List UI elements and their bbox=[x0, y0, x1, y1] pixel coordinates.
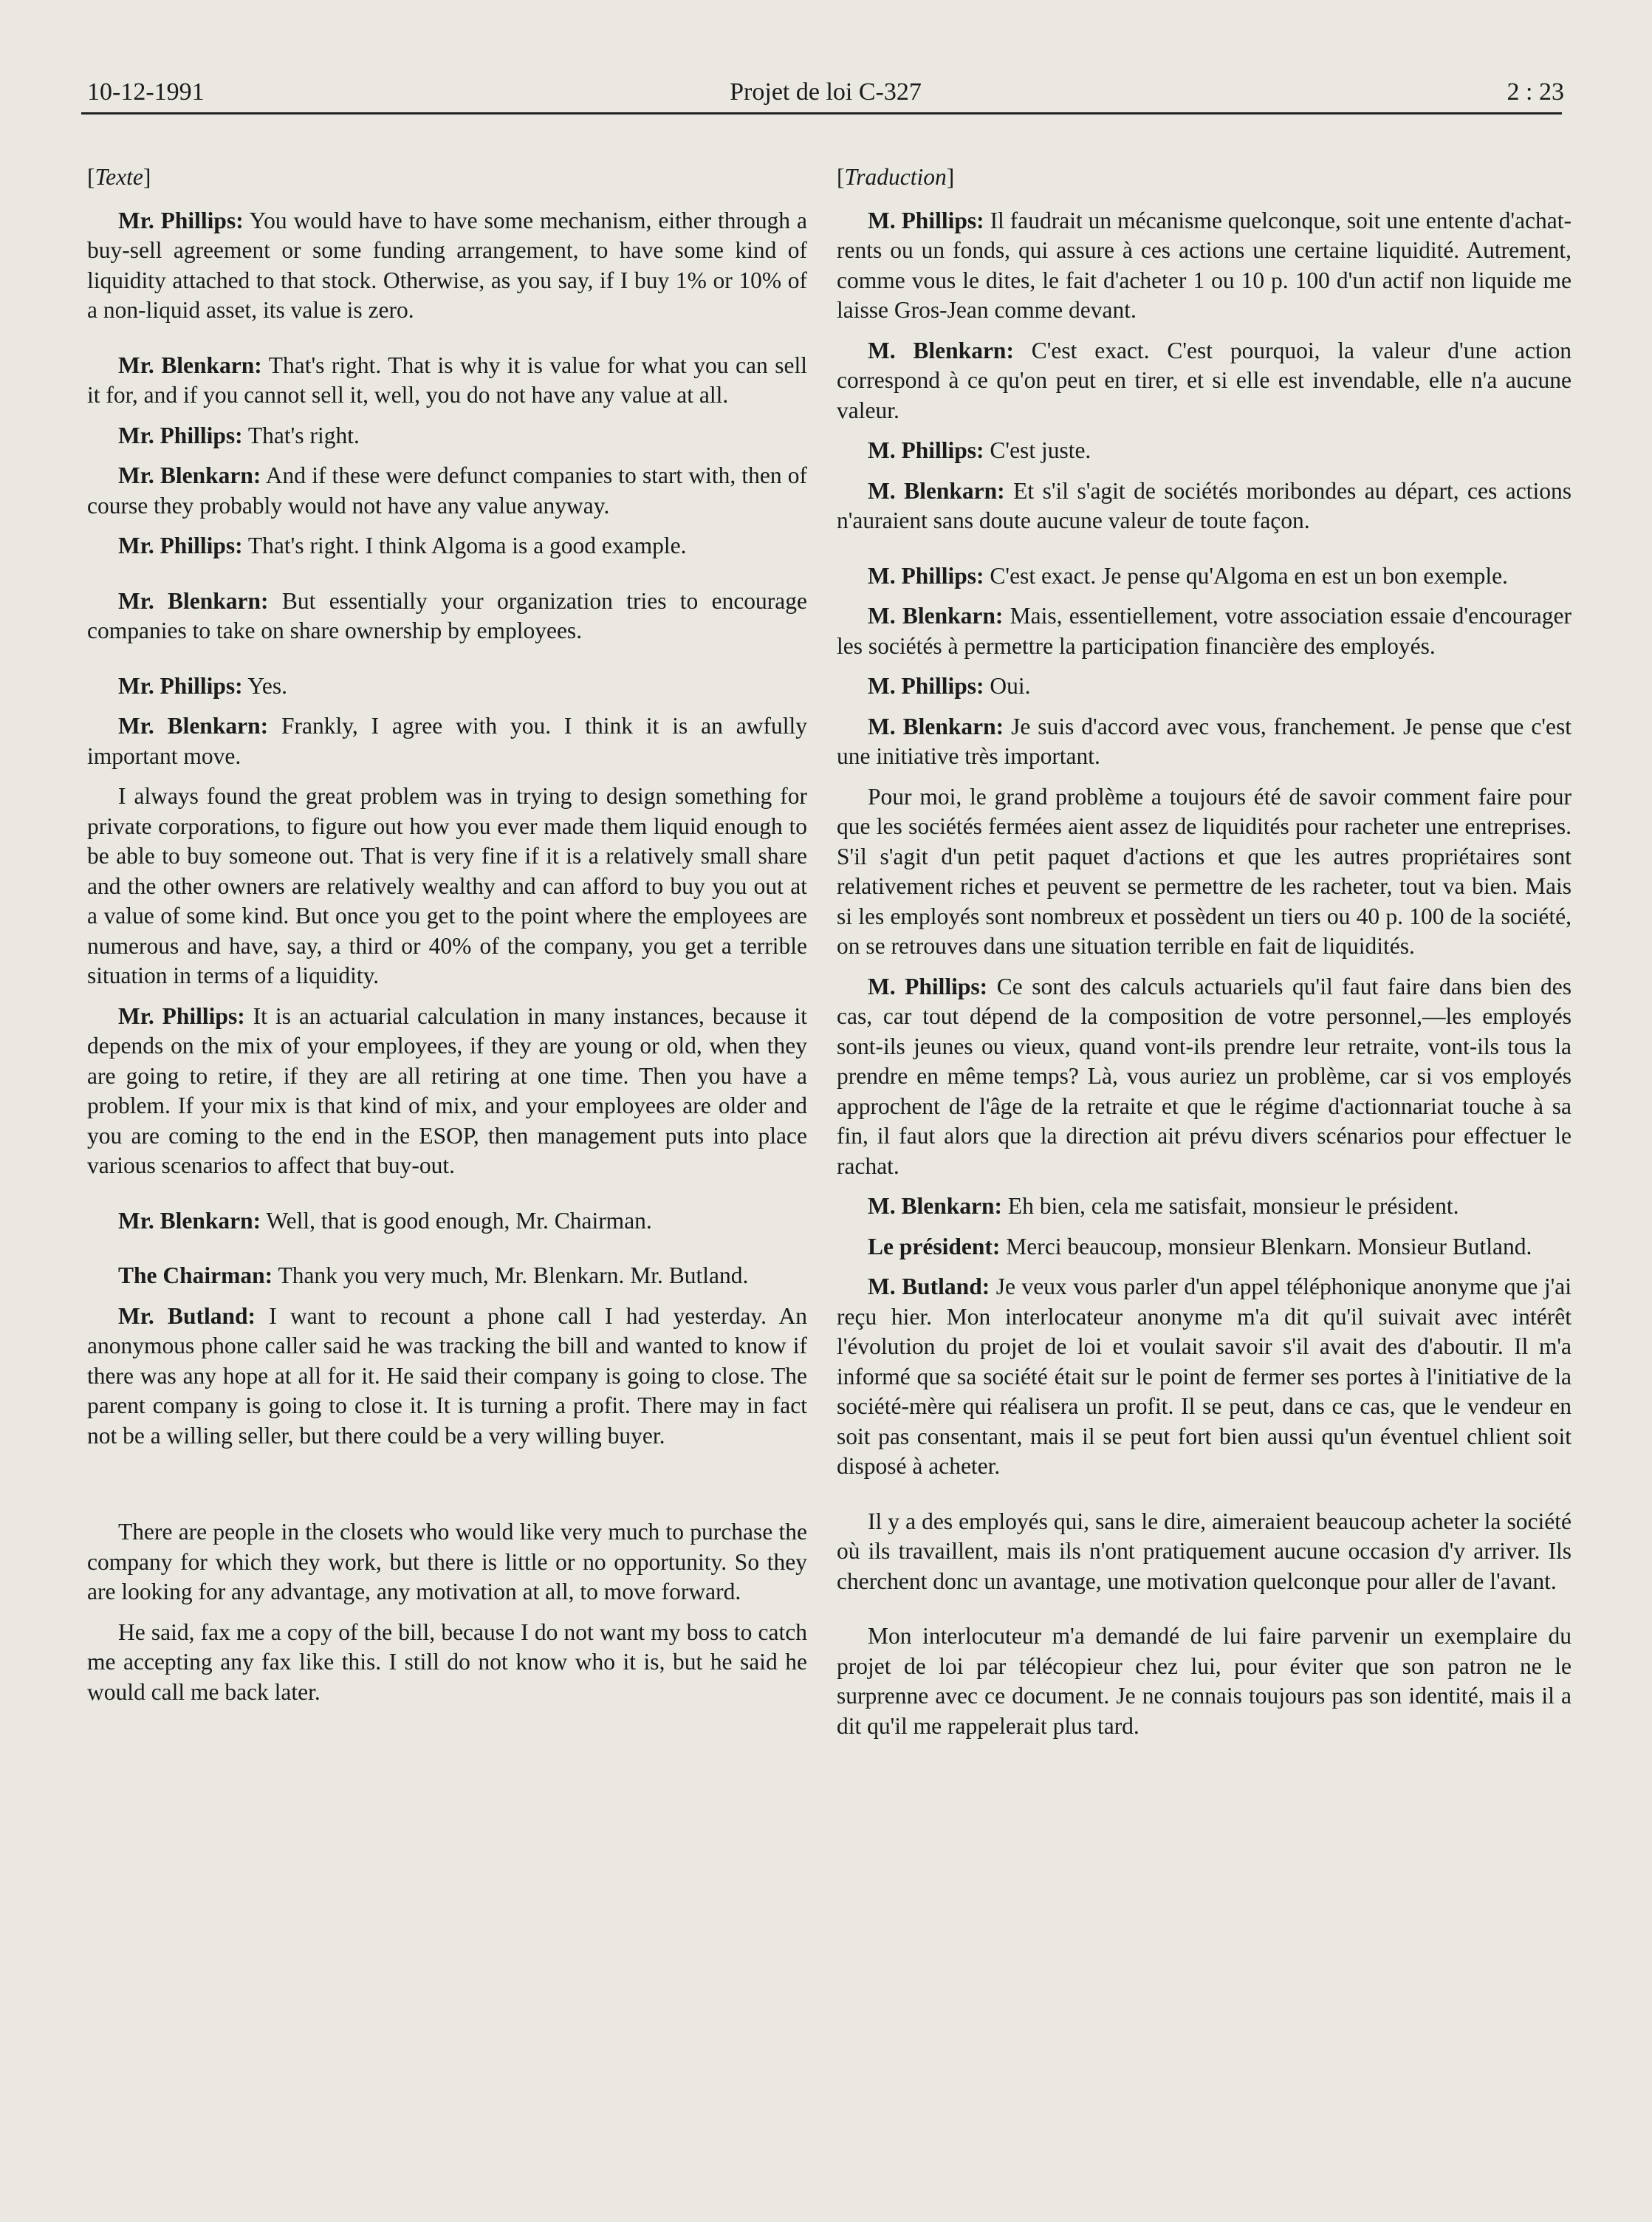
paragraph: M. Phillips: Oui. bbox=[868, 673, 1031, 699]
paragraph: M. Blenkarn: C'est exact. C'est pourquoi, la valeur d'une action correspond à ce qu'on peut en tirer, et si elle est invendable, elle n'a aucune valeur. bbox=[837, 337, 1572, 423]
paragraph: Mr. Phillips: You would have to have some mechanism, either through a buy-sell agreement or some funding arrangement, to have some kind of liquidity attached to that stock. Otherwise, as you say, if I buy 1% or 10% of a non-liquid asset, its value is zero. bbox=[87, 207, 807, 323]
paragraph: Mr. Butland: I want to recount a phone call I had yesterday. An anonymous phone caller said he was tracking the bill and wanted to know if there was any hope at all for it. He said their company is going to close. The parent company is going to close it. It is turning a profit. There may in fact not be a willing seller, but there could be a very willing buyer. bbox=[87, 1302, 808, 1449]
paragraph: Mr. Blenkarn: But essentially your organization tries to encourage companies to take on share ownership by employees. bbox=[87, 587, 807, 643]
paragraph: M. Blenkarn: Eh bien, cela me satisfait, monsieur le président. bbox=[868, 1193, 1459, 1219]
paragraph: Mr. Blenkarn: Frankly, I agree with you. I think it is an awfully important move. bbox=[87, 713, 807, 769]
page-header bbox=[87, 78, 1564, 115]
paragraph: Pour moi, le grand problème a toujours été de savoir comment faire pour que les sociétés fermées aient assez de liquidités pour racheter une entreprises. S'il s'agit d'un petit paquet d'actions et que les autres propriétaires sont relativement riches et peuvent se permettre de les racheter, tout va bien. Mais si les employés sont nombreux et possèdent un tiers ou 40 p. 100 de la société, on se retrouves dans une situation terrible en fait de liquidités. bbox=[837, 783, 1572, 959]
paragraph: M. Phillips: Il faudrait un mécanisme quelconque, soit une entente d'achat-rents ou un fonds, qui assure à ces actions une certaine liquidité. Autrement, comme vous le dites, le fait d'acheter 1 ou 10 p. 100 d'un actif non liquide me laisse Gros-Jean comme devant. bbox=[837, 207, 1572, 323]
english-column bbox=[87, 163, 807, 1717]
paragraph: M. Phillips: C'est exact. Je pense qu'Algoma en est un bon exemple. bbox=[868, 562, 1508, 589]
french-column bbox=[837, 163, 1572, 1751]
paragraph: The Chairman: Thank you very much, Mr. Blenkarn. Mr. Butland. bbox=[118, 1262, 749, 1288]
paragraph: M. Blenkarn: Et s'il s'agit de sociétés moribondes au départ, ces actions n'auraient sans doute aucune valeur de toute façon. bbox=[837, 477, 1572, 533]
header-date: 10-12-1991 bbox=[87, 78, 205, 106]
paragraph: Mon interlocuteur m'a demandé de lui faire parvenir un exemplaire du projet de loi par télécopieur chez lui, pour éviter que son patron ne le surprenne avec ce document. Je ne connais toujours pas son identité, mais il a dit qu'il me rappelerait plus tard. bbox=[837, 1623, 1572, 1739]
column-label-texte: [Texte] bbox=[87, 164, 151, 190]
paragraph: M. Blenkarn: Je suis d'accord avec vous, franchement. Je pense que c'est une initiative très important. bbox=[837, 713, 1572, 769]
paragraph: Le président: Merci beaucoup, monsieur Blenkarn. Monsieur Butland. bbox=[868, 1233, 1532, 1259]
paragraph: Il y a des employés qui, sans le dire, aimeraient beaucoup acheter la société où ils travaillent, mais ils n'ont pratiquement aucune occasion d'y arriver. Ils cherchent donc un avantage, une motivation quelconque pour aller de l'avant. bbox=[837, 1508, 1572, 1594]
paragraph: M. Butland: Je veux vous parler d'un appel téléphonique anonyme que j'ai reçu hier. Mon interlocateur anonyme m'a dit qu'il suivait avec intérêt l'évolution du projet de loi et voulait savoir s'il avait des d'aboutir. Il m'a informé que sa société était sur le point de fermer ses portes à l'initiative de la société-mère qui réalisera un profit. Il se peut, dans ce cas, que le vendeur en soit pas consentant, mais il se peut fort bien aussi qu'un éventuel chlient soit disposé à acheter. bbox=[837, 1274, 1572, 1479]
paragraph: I always found the great problem was in trying to design something for private corporations, to figure out how you ever made them liquid enough to be able to buy someone out. That is very fine if it is a relatively small share and the other owners are relatively wealthy and can afford to buy you out at a value of some kind. But once you get to the point where the employees are numerous and have, say, a third or 40% of the company, you get a terrible situation in terms of a liquidity. bbox=[87, 783, 807, 988]
paragraph: M. Phillips: C'est juste. bbox=[868, 437, 1091, 463]
paragraph: Mr. Blenkarn: Well, that is good enough, Mr. Chairman. bbox=[118, 1207, 652, 1234]
paragraph: Mr. Blenkarn: That's right. That is why it is value for what you can sell it for, and if you cannot sell it, well, you do not have any value at all. bbox=[87, 352, 808, 408]
header-page-number: 2 : 23 bbox=[1507, 78, 1564, 106]
header-title: Projet de loi C-327 bbox=[730, 78, 922, 106]
paragraph: M. Blenkarn: Mais, essentiellement, votre association essaie d'encourager les sociétés à permettre la participation financière des employés. bbox=[837, 603, 1572, 659]
paragraph: Mr. Phillips: It is an actuarial calculation in many instances, because it depends on the mix of your employees, if they are young or old, when they are going to retire, if they are all retiring at one time. Then you have a problem. If your mix is that kind of mix, and your employees are older and you are coming to the end in the ESOP, then management puts into place various scenarios to affect that buy-out. bbox=[87, 1002, 807, 1178]
paragraph: Mr. Phillips: That's right. bbox=[118, 422, 360, 448]
paragraph: Mr. Blenkarn: And if these were defunct companies to start with, then of course they probably would not have any value anyway. bbox=[87, 462, 807, 519]
column-label-traduction: [Traduction] bbox=[837, 164, 955, 190]
header-rule bbox=[81, 112, 1562, 114]
paragraph: He said, fax me a copy of the bill, because I do not want my boss to catch me accepting any fax like this. I still do not know who it is, but he said he would call me back later. bbox=[87, 1618, 807, 1705]
paragraph: M. Phillips: Ce sont des calculs actuariels qu'il faut faire dans bien des cas, car tout dépend de la composition de votre personnel,—les employés sont-ils jeunes ou vieux, quand vont-ils prendre leur retraite, vont-ils tous la prendre en même temps? Là, vous auriez un problème, car si vos employés approchent de l'âge de la retraite et que le régime d'actionnariat touche à sa fin, il faut alors que la direction ait prévu divers scénarios pour effectuer le rachat. bbox=[837, 973, 1572, 1179]
paragraph: Mr. Phillips: That's right. I think Algoma is a good example. bbox=[118, 533, 687, 558]
paragraph: There are people in the closets who would like very much to purchase the company for which they work, but there is little or no opportunity. So they are looking for any advantage, any motivation at all, to move forward. bbox=[87, 1519, 807, 1604]
paragraph: Mr. Phillips: Yes. bbox=[118, 672, 288, 699]
